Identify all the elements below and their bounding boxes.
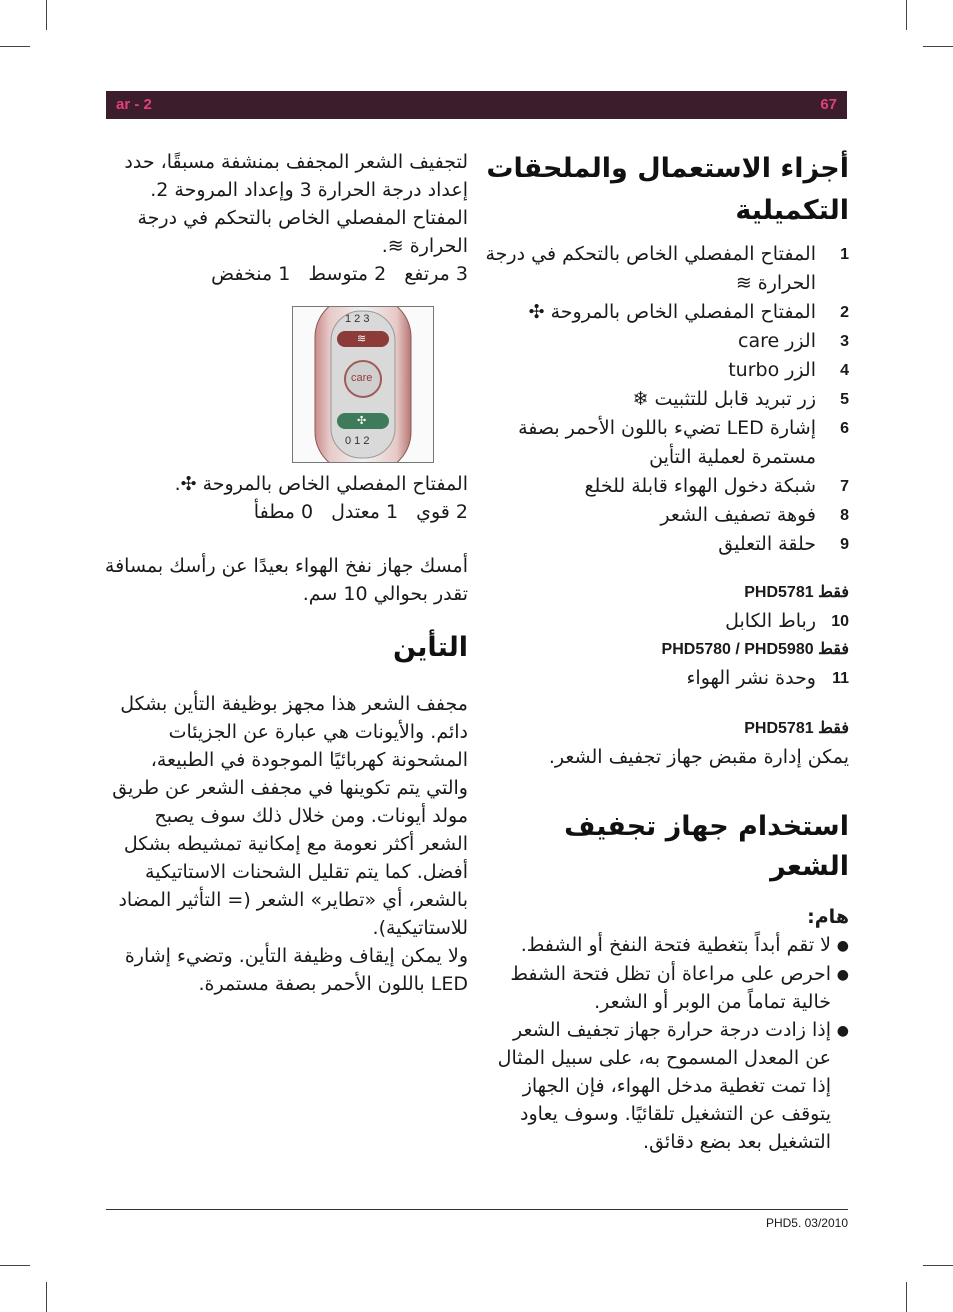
item-number: 3 <box>840 333 849 350</box>
item-number: 6 <box>840 420 849 437</box>
list-item <box>484 607 849 636</box>
bullet-item <box>484 931 849 960</box>
item-number: 1 <box>840 246 849 263</box>
model-label: فقط PHD5781 <box>744 584 849 601</box>
usage-title: استخدام جهاز تجفيف الشعر <box>564 811 849 882</box>
fan-dial-labels: 0 1 2 <box>345 435 370 447</box>
item-text: فوهة تصفيف الشعر <box>660 504 816 526</box>
page-header <box>106 91 847 119</box>
setting-label: 2 متوسط <box>308 263 387 285</box>
list-item <box>484 298 849 327</box>
left-column-lower <box>104 470 468 998</box>
setting-label: 2 قوي <box>416 501 468 523</box>
item-text: إشارة LED تضيء باللون الأحمر بصفة مستمرة لعملية التأين <box>518 417 816 468</box>
parts-title: أجزاء الاستعمال والملحقات التكميلية <box>486 153 849 226</box>
model-note: يمكن إدارة مقبض جهاز تجفيف الشعر. <box>548 746 849 768</box>
bullet-text: إذا زادت درجة حرارة جهاز تجفيف الشعر عن المعدل المسموح به، على سبيل المثال إذا تمت تغطية مدخل الهواء، فإن الجهاز يتوقف عن التشغيل تلقائيًا. وسوف يعاود التشغيل بعد بضع دقائق. <box>497 1019 831 1153</box>
ionic-title: التأين <box>393 632 468 663</box>
item-text: حلقة التعليق <box>718 533 816 555</box>
right-column <box>484 148 849 1156</box>
item-number: 11 <box>832 670 849 687</box>
footer-text: PHD5. 03/2010 <box>765 1216 848 1230</box>
item-number: 4 <box>840 362 849 379</box>
item-text: وحدة نشر الهواء <box>686 667 816 689</box>
item-text: شبكة دخول الهواء قابلة للخلع <box>584 475 816 497</box>
bullet-text: لا تقم أبداً بتغطية فتحة النفخ أو الشفط. <box>520 934 831 956</box>
item-text: رباط الكابل <box>725 610 816 632</box>
bullet-icon: ● <box>836 938 849 954</box>
language-page-label: ar - 2 <box>116 96 152 113</box>
setting-label: 1 منخفض <box>211 263 291 285</box>
model-label: فقط PHD5780 / PHD5980 <box>661 641 849 658</box>
hold-instruction: أمسك جهاز نفخ الهواء بعيدًا عن رأسك بمسافة تقدر بحوالي 10 سم. <box>104 555 468 605</box>
list-item <box>484 385 849 414</box>
heat-icon: ≋ <box>357 332 367 345</box>
ionic-paragraph: ولا يمكن إيقاف وظيفة التأين. وتضيء إشارة LED باللون الأحمر بصفة مستمرة. <box>124 945 468 995</box>
list-item <box>484 501 849 530</box>
list-item <box>484 327 849 356</box>
item-text: زر تبريد قابل للتثبيت ❄ <box>632 388 816 410</box>
fan-icon: ✣ <box>357 414 367 427</box>
setting-label: 3 مرتفع <box>404 263 468 285</box>
item-number: 5 <box>840 391 849 408</box>
item-number: 9 <box>840 536 849 553</box>
list-item <box>484 664 849 693</box>
temp-settings <box>104 260 468 288</box>
important-label: هام: <box>807 906 849 928</box>
crop-mark <box>46 1282 47 1312</box>
list-item <box>484 414 849 472</box>
item-number: 2 <box>840 304 849 321</box>
setting-label: 0 مطفأ <box>253 501 314 523</box>
bullet-item <box>484 960 849 1016</box>
footer-divider <box>106 1209 848 1210</box>
fan-caption: المفتاح المفصلي الخاص بالمروحة ✣. <box>174 473 468 495</box>
crop-mark <box>906 0 907 30</box>
item-text: الزر turbo <box>728 359 816 381</box>
model-label: فقط PHD5781 <box>744 720 849 737</box>
crop-mark <box>46 0 47 30</box>
bullet-text: احرص على مراعاة أن تظل فتحة الشفط خالية تماماً من الوبر أو الشعر. <box>510 963 831 1013</box>
list-item <box>484 240 849 298</box>
ionic-paragraph: مجفف الشعر هذا مجهز بوظيفة التأين بشكل دائم. والأيونات هي عبارة عن الجزيئات المشحونة كهربائيًا الموجودة في الطبيعة، والتي يتم تكوينها في مجفف الشعر عن طريق مولد أيونات. ومن خلال ذلك سوف يصبح الشعر أكثر نعومة مع إمكانية تمشيطه بشكل أفضل. كما يتم تقليل الشحنات الاستاتيكية بالشعر، أي «تطاير» الشعر (= التأثير المضاد للاستاتيكية). <box>112 693 468 939</box>
setting-label: 1 معتدل <box>331 501 399 523</box>
list-item <box>484 530 849 559</box>
item-number: 10 <box>831 613 849 630</box>
page-number: 67 <box>820 96 837 113</box>
item-text: المفتاح المفصلي الخاص بالمروحة ✣ <box>528 301 816 323</box>
crop-mark <box>0 46 30 47</box>
list-item <box>484 356 849 385</box>
crop-mark <box>923 46 953 47</box>
bullet-item <box>484 1016 849 1156</box>
care-button-label: care <box>351 372 373 384</box>
intro-text: لتجفيف الشعر المجفف بمنشفة مسبقًا، حدد إعداد درجة الحرارة 3 وإعداد المروحة 2. <box>124 151 468 201</box>
fan-settings <box>104 498 468 526</box>
item-text: الزر care <box>738 330 816 352</box>
crop-mark <box>906 1282 907 1312</box>
crop-mark <box>923 1265 953 1266</box>
item-number: 8 <box>840 507 849 524</box>
temp-caption: المفتاح المفصلي الخاص بالتحكم في درجة الحرارة ≋. <box>137 207 468 257</box>
temp-dial-labels: 1 2 3 <box>345 313 370 325</box>
left-column <box>104 148 468 288</box>
crop-mark <box>0 1265 30 1266</box>
bullet-icon: ● <box>836 1023 849 1039</box>
item-number: 7 <box>840 478 849 495</box>
item-text: المفتاح المفصلي الخاص بالتحكم في درجة الحرارة ≋ <box>485 243 816 294</box>
list-item <box>484 472 849 501</box>
bullet-icon: ● <box>836 967 849 983</box>
dryer-handle-illustration <box>292 306 434 463</box>
